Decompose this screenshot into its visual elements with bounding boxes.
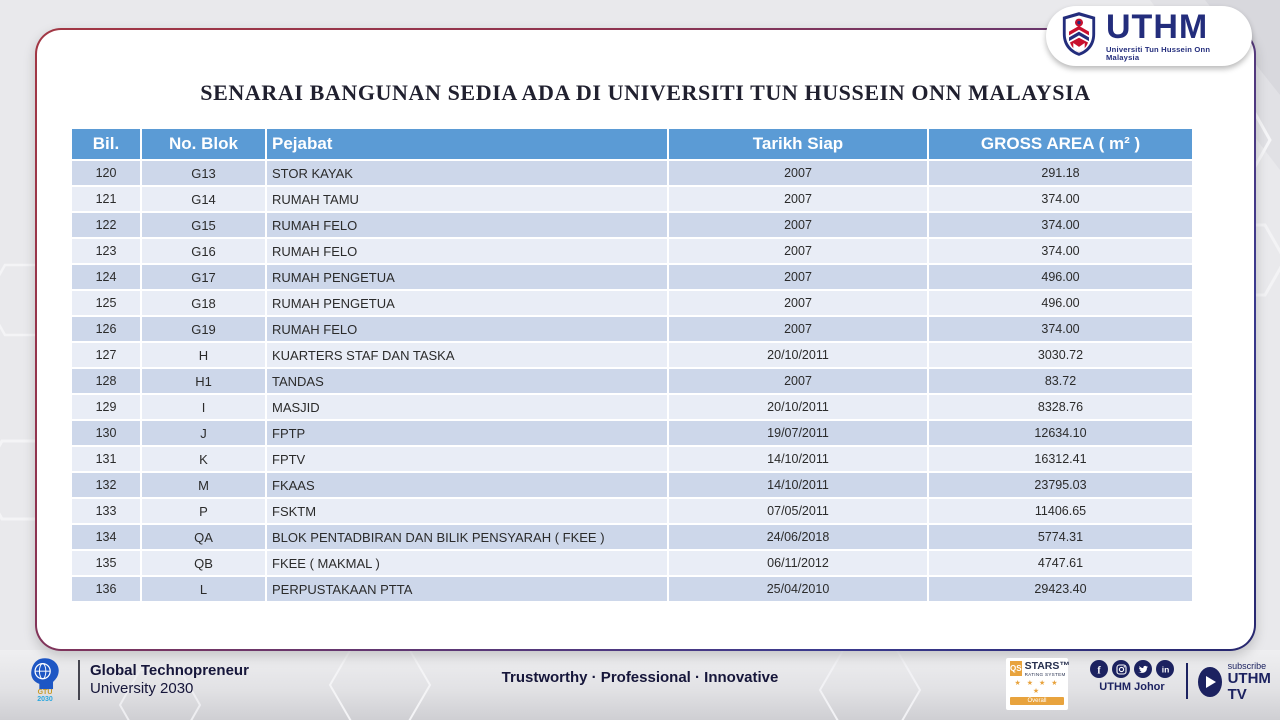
table-cell: I bbox=[142, 395, 265, 419]
table-cell: 2007 bbox=[669, 291, 927, 315]
table-cell: 12634.10 bbox=[929, 421, 1192, 445]
qs-stars-badge bbox=[1006, 658, 1068, 710]
table-cell: 23795.03 bbox=[929, 473, 1192, 497]
table-cell: M bbox=[142, 473, 265, 497]
table-row bbox=[72, 239, 1192, 263]
uthm-wordmark bbox=[1106, 10, 1238, 61]
table-row bbox=[72, 551, 1192, 575]
table-cell: G13 bbox=[142, 161, 265, 185]
table-row bbox=[72, 499, 1192, 523]
play-icon bbox=[1206, 676, 1216, 688]
footer-tagline: Trustworthy · Professional · Innovative bbox=[501, 669, 779, 686]
table-cell: 135 bbox=[72, 551, 140, 575]
table-cell: G19 bbox=[142, 317, 265, 341]
table-cell: STOR KAYAK bbox=[267, 161, 667, 185]
table-cell: 133 bbox=[72, 499, 140, 523]
uthm-subtitle: Universiti Tun Hussein Onn Malaysia bbox=[1106, 45, 1211, 62]
table-cell: FKAAS bbox=[267, 473, 667, 497]
table-cell: 374.00 bbox=[929, 187, 1192, 211]
table-cell: 2007 bbox=[669, 213, 927, 237]
table-cell: 14/10/2011 bbox=[669, 447, 927, 471]
table-row bbox=[72, 265, 1192, 289]
qs-badge-top bbox=[1010, 660, 1070, 677]
table-cell: 83.72 bbox=[929, 369, 1192, 393]
table-cell: FPTV bbox=[267, 447, 667, 471]
table-cell: 2007 bbox=[669, 239, 927, 263]
table-cell: 19/07/2011 bbox=[669, 421, 927, 445]
table-cell: QB bbox=[142, 551, 265, 575]
youtube-channel-name: UTHM TV bbox=[1227, 670, 1271, 704]
social-icon-row bbox=[1090, 660, 1174, 678]
table-cell: RUMAH FELO bbox=[267, 317, 667, 341]
table-cell: 2007 bbox=[669, 317, 927, 341]
table-cell: RUMAH PENGETUA bbox=[267, 291, 667, 315]
table-cell: G17 bbox=[142, 265, 265, 289]
table-row bbox=[72, 473, 1192, 497]
table-cell: FKEE ( MAKMAL ) bbox=[267, 551, 667, 575]
table-cell: 06/11/2012 bbox=[669, 551, 927, 575]
table-cell: 14/10/2011 bbox=[669, 473, 927, 497]
uthm-logo-pill bbox=[1046, 6, 1252, 66]
table-row bbox=[72, 525, 1192, 549]
table-cell: 123 bbox=[72, 239, 140, 263]
table-cell: 20/10/2011 bbox=[669, 395, 927, 419]
table-cell: H bbox=[142, 343, 265, 367]
table-row bbox=[72, 317, 1192, 341]
column-header: Bil. bbox=[72, 129, 140, 159]
table-cell: 131 bbox=[72, 447, 140, 471]
page-title: SENARAI BANGUNAN SEDIA ADA DI UNIVERSITI TUN HUSSEIN ONN MALAYSIA bbox=[200, 80, 1091, 105]
table-row bbox=[72, 421, 1192, 445]
table-cell: QA bbox=[142, 525, 265, 549]
table-cell: 132 bbox=[72, 473, 140, 497]
table-cell: MASJID bbox=[267, 395, 667, 419]
table-cell: 2007 bbox=[669, 265, 927, 289]
table-cell: TANDAS bbox=[267, 369, 667, 393]
linkedin-icon[interactable] bbox=[1156, 660, 1174, 678]
table-cell: RUMAH FELO bbox=[267, 213, 667, 237]
table-cell: 4747.61 bbox=[929, 551, 1192, 575]
table-cell: 374.00 bbox=[929, 239, 1192, 263]
svg-text:f: f bbox=[1097, 665, 1101, 675]
table-cell: 124 bbox=[72, 265, 140, 289]
table-cell: 122 bbox=[72, 213, 140, 237]
gtu-logo-year: 2030 bbox=[37, 696, 53, 703]
table-cell: KUARTERS STAF DAN TASKA bbox=[267, 343, 667, 367]
twitter-icon[interactable] bbox=[1134, 660, 1152, 678]
qs-overall-bar: Overall bbox=[1010, 697, 1064, 705]
table-cell: 121 bbox=[72, 187, 140, 211]
table-cell: P bbox=[142, 499, 265, 523]
column-header: Tarikh Siap bbox=[669, 129, 927, 159]
table-cell: RUMAH FELO bbox=[267, 239, 667, 263]
table-cell: 496.00 bbox=[929, 265, 1192, 289]
table-cell: FSKTM bbox=[267, 499, 667, 523]
table-cell: 125 bbox=[72, 291, 140, 315]
table-cell: H1 bbox=[142, 369, 265, 393]
table-cell: 8328.76 bbox=[929, 395, 1192, 419]
footer-divider bbox=[1186, 663, 1188, 699]
table-row bbox=[72, 447, 1192, 471]
table-row bbox=[72, 187, 1192, 211]
table-cell: 374.00 bbox=[929, 317, 1192, 341]
table-cell: 29423.40 bbox=[929, 577, 1192, 601]
youtube-subscribe[interactable] bbox=[1198, 662, 1280, 703]
table-cell: 134 bbox=[72, 525, 140, 549]
table-cell: RUMAH TAMU bbox=[267, 187, 667, 211]
table-cell: 120 bbox=[72, 161, 140, 185]
social-links bbox=[1090, 660, 1174, 693]
facebook-icon[interactable] bbox=[1090, 660, 1108, 678]
table-cell: 130 bbox=[72, 421, 140, 445]
table-cell: 496.00 bbox=[929, 291, 1192, 315]
svg-text:in: in bbox=[1161, 664, 1169, 674]
qs-logo: QS bbox=[1010, 661, 1022, 676]
table-cell: G18 bbox=[142, 291, 265, 315]
table-cell: 129 bbox=[72, 395, 140, 419]
column-header: No. Blok bbox=[142, 129, 265, 159]
qs-stars-word: STARS™ bbox=[1024, 660, 1070, 672]
table-cell: BLOK PENTADBIRAN DAN BILIK PENSYARAH ( FKEE ) bbox=[267, 525, 667, 549]
table-cell: 374.00 bbox=[929, 213, 1192, 237]
table-header-row bbox=[72, 129, 1192, 159]
table-cell: 3030.72 bbox=[929, 343, 1192, 367]
table-row bbox=[72, 577, 1192, 601]
column-header: Pejabat bbox=[267, 129, 667, 159]
table-cell: FPTP bbox=[267, 421, 667, 445]
qs-badge-words bbox=[1025, 661, 1070, 677]
gtu-line2: University 2030 bbox=[90, 680, 194, 698]
table-cell: 128 bbox=[72, 369, 140, 393]
table-cell: RUMAH PENGETUA bbox=[267, 265, 667, 289]
table-cell: 126 bbox=[72, 317, 140, 341]
buildings-table-wrapper bbox=[70, 127, 1194, 603]
qs-rating-system: RATING SYSTEM bbox=[1024, 671, 1066, 677]
youtube-subscribe-label: subscribe bbox=[1227, 661, 1267, 671]
gtu-logo-text: GTU bbox=[37, 689, 53, 696]
gtu-line1: Global Technopreneur bbox=[90, 661, 249, 679]
table-row bbox=[72, 369, 1192, 393]
youtube-icon[interactable] bbox=[1198, 667, 1222, 697]
table-cell: 11406.65 bbox=[929, 499, 1192, 523]
table-row bbox=[72, 291, 1192, 315]
table-row bbox=[72, 395, 1192, 419]
table-cell: 2007 bbox=[669, 161, 927, 185]
column-header: GROSS AREA ( m² ) bbox=[929, 129, 1192, 159]
table-cell: 07/05/2011 bbox=[669, 499, 927, 523]
table-cell: 25/04/2010 bbox=[669, 577, 927, 601]
table-cell: PERPUSTAKAAN PTTA bbox=[267, 577, 667, 601]
table-cell: L bbox=[142, 577, 265, 601]
table-cell: 24/06/2018 bbox=[669, 525, 927, 549]
table-cell: 16312.41 bbox=[929, 447, 1192, 471]
table-row bbox=[72, 161, 1192, 185]
buildings-table bbox=[70, 127, 1194, 603]
table-cell: K bbox=[142, 447, 265, 471]
table-cell: G14 bbox=[142, 187, 265, 211]
uthm-acronym: UTHM bbox=[1106, 8, 1209, 47]
social-handle: UTHM Johor bbox=[1099, 681, 1165, 693]
table-cell: 2007 bbox=[669, 187, 927, 211]
table-cell: 5774.31 bbox=[929, 525, 1192, 549]
instagram-icon[interactable] bbox=[1112, 660, 1130, 678]
uthm-crest-icon bbox=[1060, 11, 1098, 62]
table-cell: 2007 bbox=[669, 369, 927, 393]
table-row bbox=[72, 213, 1192, 237]
table-cell: 291.18 bbox=[929, 161, 1192, 185]
table-cell: G16 bbox=[142, 239, 265, 263]
table-cell: 20/10/2011 bbox=[669, 343, 927, 367]
qs-star-row: ★ ★ ★ ★ ★ bbox=[1014, 679, 1060, 695]
table-row bbox=[72, 343, 1192, 367]
table-cell: J bbox=[142, 421, 265, 445]
table-cell: 127 bbox=[72, 343, 140, 367]
youtube-text bbox=[1228, 662, 1280, 703]
table-cell: G15 bbox=[142, 213, 265, 237]
table-cell: 136 bbox=[72, 577, 140, 601]
